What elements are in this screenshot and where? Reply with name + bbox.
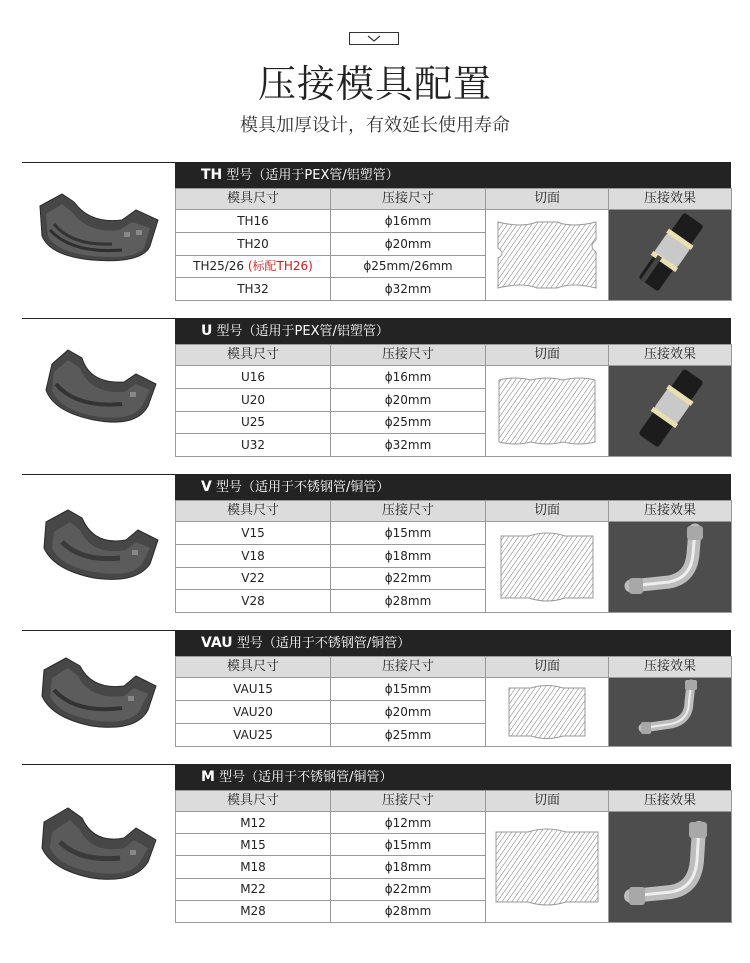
elbow-fitting-image <box>609 812 732 916</box>
die-size: TH25/26 <box>193 259 245 274</box>
column-header-effect: 压接效果 <box>609 657 732 678</box>
column-header-pressing: 压接尺寸 <box>331 189 486 210</box>
section-divider <box>22 474 175 475</box>
press-size: ϕ12mm <box>331 812 486 834</box>
die-size: TH20 <box>176 232 331 255</box>
effect-cell <box>609 678 732 747</box>
model-type-label: 型号（适用于不锈钢管/铜管） <box>219 770 393 785</box>
table-row <box>176 678 732 701</box>
model-name: V <box>201 479 212 495</box>
press-size: ϕ20mm <box>331 232 486 255</box>
press-size: ϕ25mm/26mm <box>331 255 486 278</box>
column-header-cross-section: 切面 <box>486 791 609 812</box>
cross-section-image <box>495 528 599 606</box>
press-size: ϕ15mm <box>331 678 486 701</box>
press-size: ϕ32mm <box>331 278 486 301</box>
press-size: ϕ18mm <box>331 544 486 567</box>
section-header <box>175 318 731 344</box>
cross-section-cell <box>486 812 609 923</box>
spec-table <box>175 790 732 923</box>
press-size: ϕ32mm <box>331 434 486 457</box>
die-size-cell <box>176 255 331 278</box>
press-size: ϕ20mm <box>331 701 486 724</box>
model-type-label: 型号（适用于PEX管/铝塑管） <box>226 168 399 183</box>
section-th <box>22 162 731 297</box>
die-size: VAU20 <box>176 701 331 724</box>
scroll-down-chevron[interactable] <box>349 32 399 45</box>
press-size: ϕ25mm <box>331 724 486 747</box>
spec-table <box>175 500 732 613</box>
column-header-size: 模具尺寸 <box>176 501 331 522</box>
press-size: ϕ18mm <box>331 856 486 878</box>
column-header-cross-section: 切面 <box>486 501 609 522</box>
column-header-effect: 压接效果 <box>609 189 732 210</box>
column-header-effect: 压接效果 <box>609 345 732 366</box>
cross-section-image <box>492 818 602 916</box>
column-header-pressing: 压接尺寸 <box>331 657 486 678</box>
column-header-effect: 压接效果 <box>609 791 732 812</box>
die-image-th <box>32 184 172 274</box>
die-size: U32 <box>176 434 331 457</box>
column-header-size: 模具尺寸 <box>176 345 331 366</box>
column-header-cross-section: 切面 <box>486 189 609 210</box>
die-size: U16 <box>176 366 331 389</box>
spec-table <box>175 656 732 747</box>
die-size: U25 <box>176 411 331 434</box>
press-size: ϕ16mm <box>331 210 486 233</box>
die-size: V28 <box>176 590 331 613</box>
die-size: V15 <box>176 522 331 545</box>
die-size: M22 <box>176 878 331 900</box>
die-size: M18 <box>176 856 331 878</box>
effect-cell <box>609 210 732 301</box>
press-size: ϕ28mm <box>331 900 486 922</box>
pipe-fitting-image <box>609 366 732 450</box>
die-size: V22 <box>176 567 331 590</box>
model-name: U <box>201 323 213 339</box>
model-type-label: 型号（适用于不锈钢管/铜管） <box>215 480 390 495</box>
die-image-m <box>32 798 172 888</box>
section-vau <box>22 630 731 742</box>
section-divider <box>22 764 175 765</box>
table-row <box>176 366 732 389</box>
press-size: ϕ15mm <box>331 522 486 545</box>
press-size: ϕ20mm <box>331 388 486 411</box>
column-header-pressing: 压接尺寸 <box>331 791 486 812</box>
section-u <box>22 318 731 453</box>
section-v <box>22 474 731 609</box>
section-m <box>22 764 731 918</box>
model-name: VAU <box>201 635 233 651</box>
section-header <box>175 162 731 188</box>
die-image-v <box>32 500 172 590</box>
elbow-fitting-image <box>609 678 732 740</box>
table-row <box>176 210 732 233</box>
model-type-label: 型号（适用于PEX管/铝塑管） <box>216 324 389 339</box>
page-title: 压接模具配置 <box>257 62 492 106</box>
die-size: M15 <box>176 834 331 856</box>
press-size: ϕ25mm <box>331 411 486 434</box>
press-size: ϕ28mm <box>331 590 486 613</box>
press-size: ϕ15mm <box>331 834 486 856</box>
chevron-down-icon <box>350 33 398 44</box>
die-size: U20 <box>176 388 331 411</box>
cross-section-cell <box>486 522 609 613</box>
model-name: TH <box>201 167 223 183</box>
cross-section-cell <box>486 210 609 301</box>
column-header-size: 模具尺寸 <box>176 657 331 678</box>
section-divider <box>22 318 175 319</box>
section-divider <box>22 630 175 631</box>
press-size: ϕ22mm <box>331 878 486 900</box>
section-header <box>175 764 731 790</box>
die-size: VAU15 <box>176 678 331 701</box>
column-header-cross-section: 切面 <box>486 657 609 678</box>
spec-table <box>175 188 732 301</box>
effect-cell <box>609 812 732 923</box>
model-name: M <box>201 769 215 785</box>
die-size: VAU25 <box>176 724 331 747</box>
die-image-vau <box>32 648 172 738</box>
column-header-cross-section: 切面 <box>486 345 609 366</box>
cross-section-image <box>495 682 599 742</box>
standard-note: (标配TH26) <box>247 259 313 274</box>
section-header <box>175 630 731 656</box>
die-size: M12 <box>176 812 331 834</box>
column-header-pressing: 压接尺寸 <box>331 345 486 366</box>
table-row <box>176 522 732 545</box>
column-header-pressing: 压接尺寸 <box>331 501 486 522</box>
column-header-size: 模具尺寸 <box>176 189 331 210</box>
column-header-effect: 压接效果 <box>609 501 732 522</box>
section-header <box>175 474 731 500</box>
cross-section-cell <box>486 366 609 457</box>
pipe-fitting-image <box>609 210 732 294</box>
press-size: ϕ16mm <box>331 366 486 389</box>
elbow-fitting-image <box>609 522 732 606</box>
table-row <box>176 812 732 834</box>
press-size: ϕ22mm <box>331 567 486 590</box>
die-size: M28 <box>176 900 331 922</box>
cross-section-image <box>492 218 602 292</box>
die-image-u <box>32 344 172 434</box>
die-size: TH16 <box>176 210 331 233</box>
effect-cell <box>609 366 732 457</box>
die-size: V18 <box>176 544 331 567</box>
cross-section-cell <box>486 678 609 747</box>
section-divider <box>22 162 175 163</box>
page-subtitle: 模具加厚设计，有效延长使用寿命 <box>240 115 510 136</box>
model-type-label: 型号（适用于不锈钢管/铜管） <box>236 636 411 651</box>
spec-table <box>175 344 732 457</box>
effect-cell <box>609 522 732 613</box>
die-size: TH32 <box>176 278 331 301</box>
column-header-size: 模具尺寸 <box>176 791 331 812</box>
cross-section-image <box>495 374 599 448</box>
